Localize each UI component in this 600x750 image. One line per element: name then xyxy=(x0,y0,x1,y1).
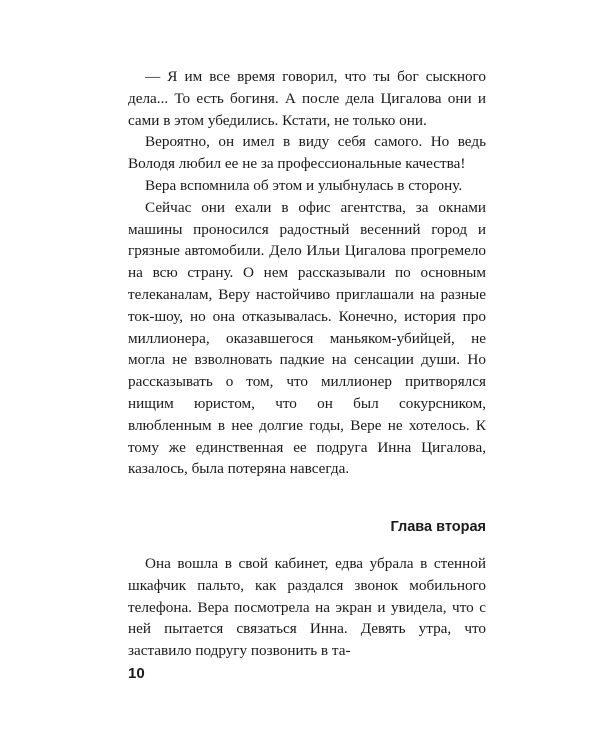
paragraph: Сейчас они ехали в офис агентства, за окнами машины проносился радостный весенний город и грязные автомобили. Дело Ильи Цигалова прогремело на всю страну. О нем рассказывали по основным телеканалам, Веру настойчиво приглашали на разные ток-шоу, но она отказывалась. Конечно, история про миллионера, оказавшегося маньяком-убийцей, не могла не взволновать падкие на сенсации души. Но рассказывать о том, что миллионер притворялся нищим юристом, что он был сокурсником, влюбленным в нее долгие годы, Вере не хотелось. К тому же единственная ее подруга Инна Цигалова, казалось, была потеряна навсегда. xyxy=(128,198,486,478)
paragraph: — Я им все время говорил, что ты бог сыскного дела... То есть богиня. А после дела Цигалова они и сами в этом убедились. Кстати, не только они. xyxy=(128,68,486,129)
text-block-top xyxy=(128,66,486,480)
paragraph: Вера вспомнила об этом и улыбнулась в сторону. xyxy=(145,176,463,194)
paragraph: Она вошла в свой кабинет, едва убрала в стенной шкафчик пальто, как раздался звонок мобильного телефона. Вера посмотрела на экран и увидела, что с ней пытается связаться Инна. Девять утра, что заставило подругу позвонить в та- xyxy=(128,555,486,660)
page-number: 10 xyxy=(128,665,145,682)
chapter-heading: Глава вторая xyxy=(390,519,486,535)
paragraph: Вероятно, он имел в виду себя самого. Но ведь Володя любил ее не за профессиональные качества! xyxy=(128,133,486,173)
text-block-bottom xyxy=(128,553,486,662)
